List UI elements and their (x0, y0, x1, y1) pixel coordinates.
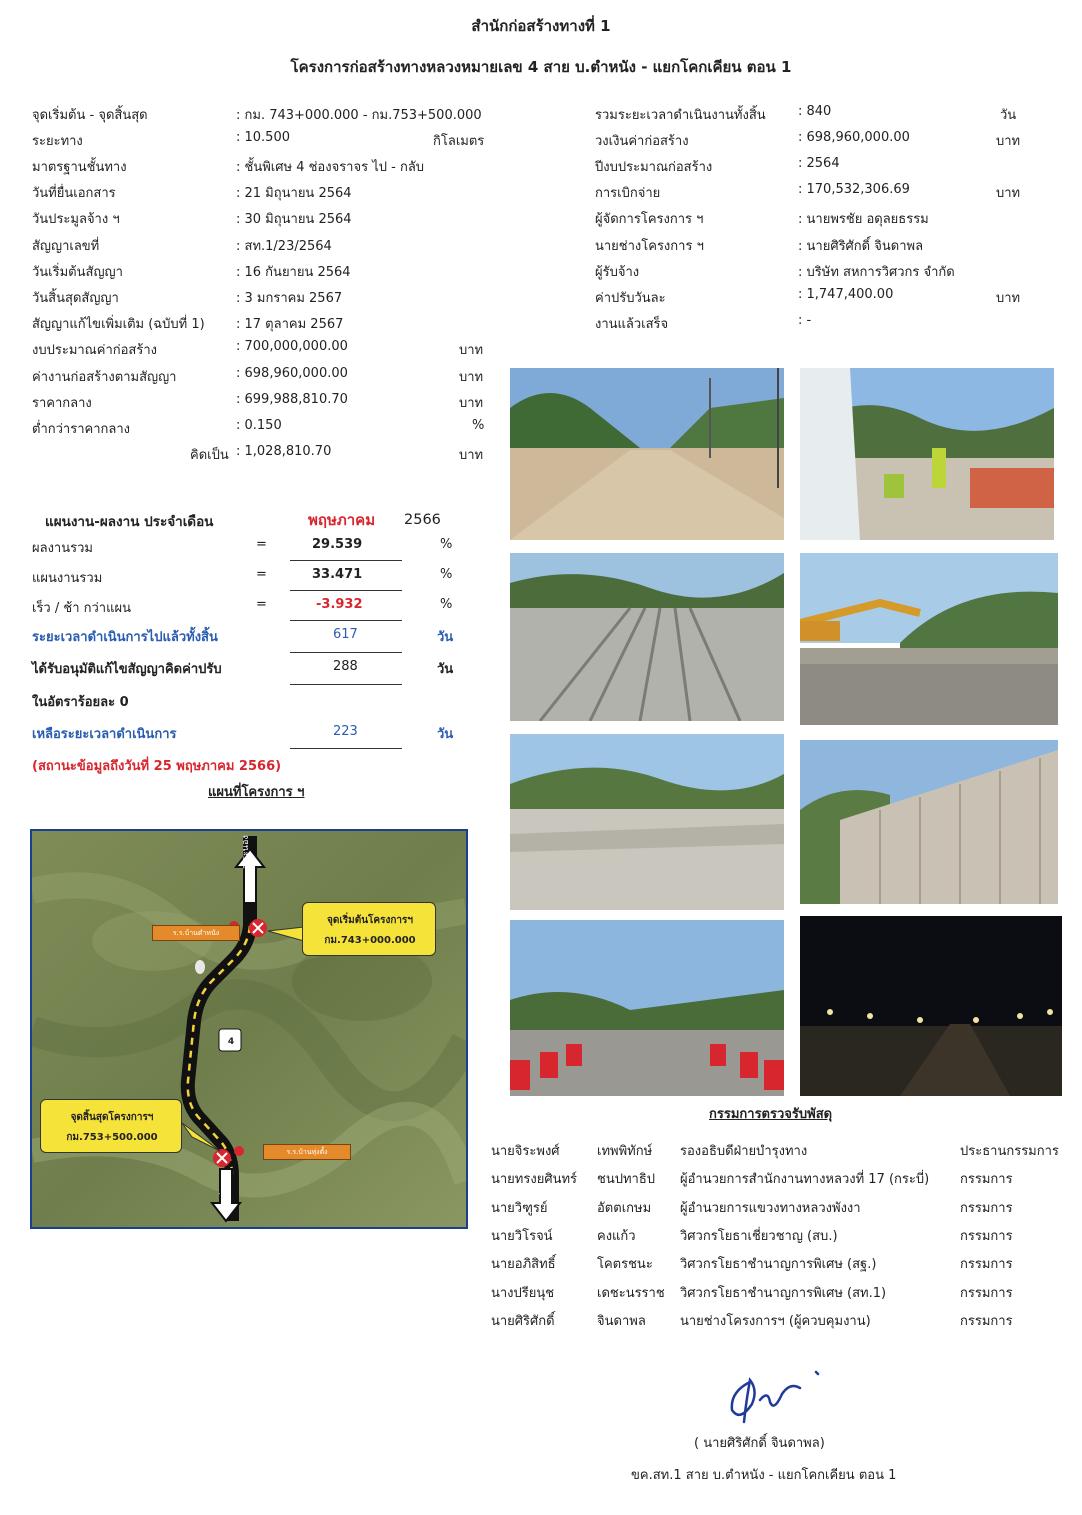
info-value: : 3 มกราคม 2567 (236, 291, 343, 306)
progress-row-label: เร็ว / ช้า กว่าแผน (32, 601, 131, 616)
info-value: : 30 มิถุนายน 2564 (236, 212, 352, 227)
info-label: วันสิ้นสุดสัญญา (32, 291, 119, 306)
committee-role: กรรมการ (960, 1314, 1013, 1329)
photo-workers-on-road (800, 368, 1054, 540)
info-value: : 0.150 (236, 418, 282, 433)
committee-last-name: เดชะนรราช (597, 1286, 665, 1301)
info-label: ราคากลาง (32, 396, 92, 411)
end-callout-title: จุดสิ้นสุดโครงการฯ (70, 1112, 154, 1123)
committee-position: วิศวกรโยธาเชี่ยวชาญ (สบ.) (680, 1229, 838, 1244)
info-label: สัญญาแก้ไขเพิ่มเติม (ฉบับที่ 1) (32, 317, 205, 332)
committee-role: กรรมการ (960, 1172, 1013, 1187)
committee-role: กรรมการ (960, 1286, 1013, 1301)
committee-position: ผู้อำนวยการแขวงทางหลวงพังงา (680, 1201, 861, 1216)
committee-last-name: อัตตเกษม (597, 1201, 652, 1216)
committee-last-name: จินดาพล (597, 1314, 646, 1329)
start-callout-km: กม.743+000.000 (324, 935, 416, 946)
committee-position: รองอธิบดีฝ่ายบำรุงทาง (680, 1144, 808, 1159)
info-unit: วัน (1000, 108, 1017, 123)
project-map (30, 829, 468, 1229)
progress-month: พฤษภาคม (308, 511, 376, 529)
info-unit: % (472, 418, 485, 433)
elapsed-label: ระยะเวลาดำเนินการไปแล้วทั้งสิ้น (32, 630, 218, 645)
elapsed-value: 617 (333, 627, 358, 642)
committee-position: ผู้อำนวยการสำนักงานทางหลวงที่ 17 (กระบี่) (680, 1172, 930, 1187)
progress-row-eq: = (256, 597, 267, 612)
underline (290, 620, 402, 621)
committee-first-name: นายทรงยศินทร์ (491, 1172, 578, 1187)
photo-traffic-barriers (510, 920, 784, 1096)
photo-road-base-course (510, 368, 784, 540)
map-title: แผนที่โครงการ ฯ (208, 785, 305, 800)
end-callout (40, 1099, 182, 1153)
signature-name: ( นายศิริศักดิ์ จินดาพล) (694, 1436, 825, 1451)
info-label: ค่าปรับวันละ (595, 291, 666, 306)
committee-role: กรรมการ (960, 1257, 1013, 1272)
committee-role: กรรมการ (960, 1229, 1013, 1244)
info-value: : 1,747,400.00 (798, 287, 894, 302)
info-value: : 17 ตุลาคม 2567 (236, 317, 344, 332)
photo-bridge-deck-crane (800, 553, 1058, 725)
info-value: : 699,988,810.70 (236, 392, 348, 407)
north-label: จ.ระนอง (241, 835, 251, 869)
info-label: สัญญาเลขที่ (32, 239, 100, 254)
office-title: สำนักก่อสร้างทางที่ 1 (471, 17, 611, 35)
committee-first-name: นางปรียนุช (491, 1286, 555, 1301)
committee-position: วิศวกรโยธาชำนาญการพิเศษ (สท.1) (680, 1286, 887, 1301)
info-unit: กิโลเมตร (433, 134, 485, 149)
info-label: ต่ำกว่าราคากลาง (32, 422, 130, 437)
info-value: : นายศิริศักดิ์ จินดาพล (798, 239, 924, 254)
info-value: : 698,960,000.00 (798, 130, 910, 145)
photo-night-lighting (800, 916, 1062, 1096)
total-label: คิดเป็น (190, 448, 229, 463)
progress-row-label: ผลงานรวม (32, 541, 93, 556)
info-label: วันเริ่มต้นสัญญา (32, 265, 123, 280)
start-callout-title: จุดเริ่มต้นโครงการฯ (326, 915, 414, 926)
committee-role: กรรมการ (960, 1201, 1013, 1216)
start-marker-icon (249, 919, 267, 937)
underline (290, 748, 402, 749)
total-value: : 1,028,810.70 (236, 444, 332, 459)
info-unit: บาท (459, 370, 484, 385)
info-value: : บริษัท สหการวิศวกร จำกัด (798, 265, 955, 280)
committee-first-name: นายศิริศักดิ์ (491, 1314, 555, 1329)
info-value: : 700,000,000.00 (236, 339, 348, 354)
map-graphic (32, 831, 466, 1227)
photo-bridge-girders (510, 553, 784, 721)
underline (290, 652, 402, 653)
progress-title: แผนงาน-ผลงาน ประจำเดือน (45, 514, 214, 530)
progress-row-eq: = (256, 537, 267, 552)
info-label: งบประมาณค่าก่อสร้าง (32, 343, 157, 358)
info-label: ปีงบประมาณก่อสร้าง (595, 160, 713, 175)
info-value: : 2564 (798, 156, 840, 171)
committee-first-name: นายวิฑูรย์ (491, 1201, 548, 1216)
progress-row-eq: = (256, 567, 267, 582)
committee-position: วิศวกรโยธาชำนาญการพิเศษ (สฐ.) (680, 1257, 877, 1272)
start-callout (302, 902, 436, 956)
committee-role: ประธานกรรมการ (960, 1144, 1059, 1159)
status-date: (สถานะข้อมูลถึงวันที่ 25 พฤษภาคม 2566) (32, 759, 282, 774)
info-label: การเบิกจ่าย (595, 186, 661, 201)
info-value: : 10.500 (236, 130, 290, 145)
rate-text: ในอัตราร้อยละ 0 (32, 695, 129, 710)
progress-row-unit: % (440, 537, 453, 552)
info-label: มาตรฐานชั้นทาง (32, 160, 127, 175)
info-label: ผู้รับจ้าง (595, 265, 640, 280)
progress-row-unit: % (440, 567, 453, 582)
progress-row-value: 33.471 (312, 567, 363, 582)
info-value: : สท.1/23/2564 (236, 239, 332, 254)
photo-bridge-deck-finished (510, 734, 784, 910)
info-label: นายช่างโครงการ ฯ (595, 239, 704, 254)
info-label: วงเงินค่าก่อสร้าง (595, 134, 689, 149)
info-label: ผู้จัดการโครงการ ฯ (595, 212, 704, 227)
underline (290, 684, 402, 685)
progress-row-value: -3.932 (316, 597, 363, 612)
signature-position: ขค.สท.1 สาย บ.ตำหนัง - แยกโคกเคียน ตอน 1 (631, 1468, 897, 1483)
committee-first-name: นายวิโรจน์ (491, 1229, 553, 1244)
remaining-unit: วัน (437, 727, 454, 742)
remaining-label: เหลือระยะเวลาดำเนินการ (32, 727, 177, 742)
committee-position: นายช่างโครงการฯ (ผู้ควบคุมงาน) (680, 1314, 871, 1329)
info-value: : ชั้นพิเศษ 4 ช่องจราจร ไป - กลับ (236, 160, 425, 175)
committee-last-name: คงแก้ว (597, 1229, 636, 1244)
end-callout-km: กม.753+500.000 (66, 1132, 158, 1143)
info-label: รวมระยะเวลาดำเนินงานทั้งสิ้น (595, 108, 766, 123)
underline (290, 560, 402, 561)
committee-title: กรรมการตรวจรับพัสดุ (709, 1107, 833, 1122)
extension-value: 288 (333, 659, 358, 674)
end-town-label: ร.ร.บ้านทุ่งตั้ง (263, 1144, 351, 1160)
progress-row-value: 29.539 (312, 537, 363, 552)
committee-first-name: นายอภิสิทธิ์ (491, 1257, 556, 1272)
photo-retaining-wall (800, 740, 1058, 904)
info-value: : 21 มิถุนายน 2564 (236, 186, 352, 201)
info-value: : 16 กันยายน 2564 (236, 265, 351, 280)
committee-last-name: ชนปทาธิป (597, 1172, 656, 1187)
info-label: ระยะทาง (32, 134, 83, 149)
progress-row-label: แผนงานรวม (32, 571, 103, 586)
south-label: อ.ตะกั่วป่า (221, 1176, 231, 1217)
info-unit: บาท (996, 291, 1021, 306)
info-unit: บาท (459, 396, 484, 411)
project-title: โครงการก่อสร้างทางหลวงหมายเลข 4 สาย บ.ตำหนัง - แยกโคกเคียน ตอน 1 (290, 58, 792, 76)
total-unit: บาท (459, 448, 484, 463)
committee-last-name: โคตรชนะ (597, 1257, 653, 1272)
committee-last-name: เทพพิทักษ์ (597, 1144, 653, 1159)
info-label: จุดเริ่มต้น - จุดสิ้นสุด (32, 108, 148, 123)
info-value: : - (798, 313, 812, 328)
info-value: : 840 (798, 104, 832, 119)
signature-graphic (720, 1362, 830, 1428)
info-unit: บาท (459, 343, 484, 358)
route-number: 4 (227, 1037, 235, 1047)
progress-year: 2566 (404, 512, 441, 528)
info-label: วันที่ยื่นเอกสาร (32, 186, 116, 201)
underline (290, 590, 402, 591)
committee-first-name: นายจิระพงศ์ (491, 1144, 560, 1159)
extension-unit: วัน (437, 662, 454, 677)
elapsed-unit: วัน (437, 630, 454, 645)
info-value: : 170,532,306.69 (798, 182, 910, 197)
extension-label: ได้รับอนุมัติแก้ไขสัญญาคิดค่าปรับ (32, 662, 222, 677)
info-unit: บาท (996, 186, 1021, 201)
info-label: ค่างานก่อสร้างตามสัญญา (32, 370, 177, 385)
progress-row-unit: % (440, 597, 453, 612)
end-marker-icon (213, 1149, 231, 1167)
remaining-value: 223 (333, 724, 358, 739)
start-town-label: ร.ร.บ้านตำหนัง (152, 925, 240, 941)
info-value: : นายพรชัย อดุลยธรรม (798, 212, 929, 227)
info-unit: บาท (996, 134, 1021, 149)
info-value: : กม. 743+000.000 - กม.753+500.000 (236, 108, 482, 123)
info-label: งานแล้วเสร็จ (595, 317, 669, 332)
info-value: : 698,960,000.00 (236, 366, 348, 381)
info-label: วันประมูลจ้าง ฯ (32, 212, 120, 227)
